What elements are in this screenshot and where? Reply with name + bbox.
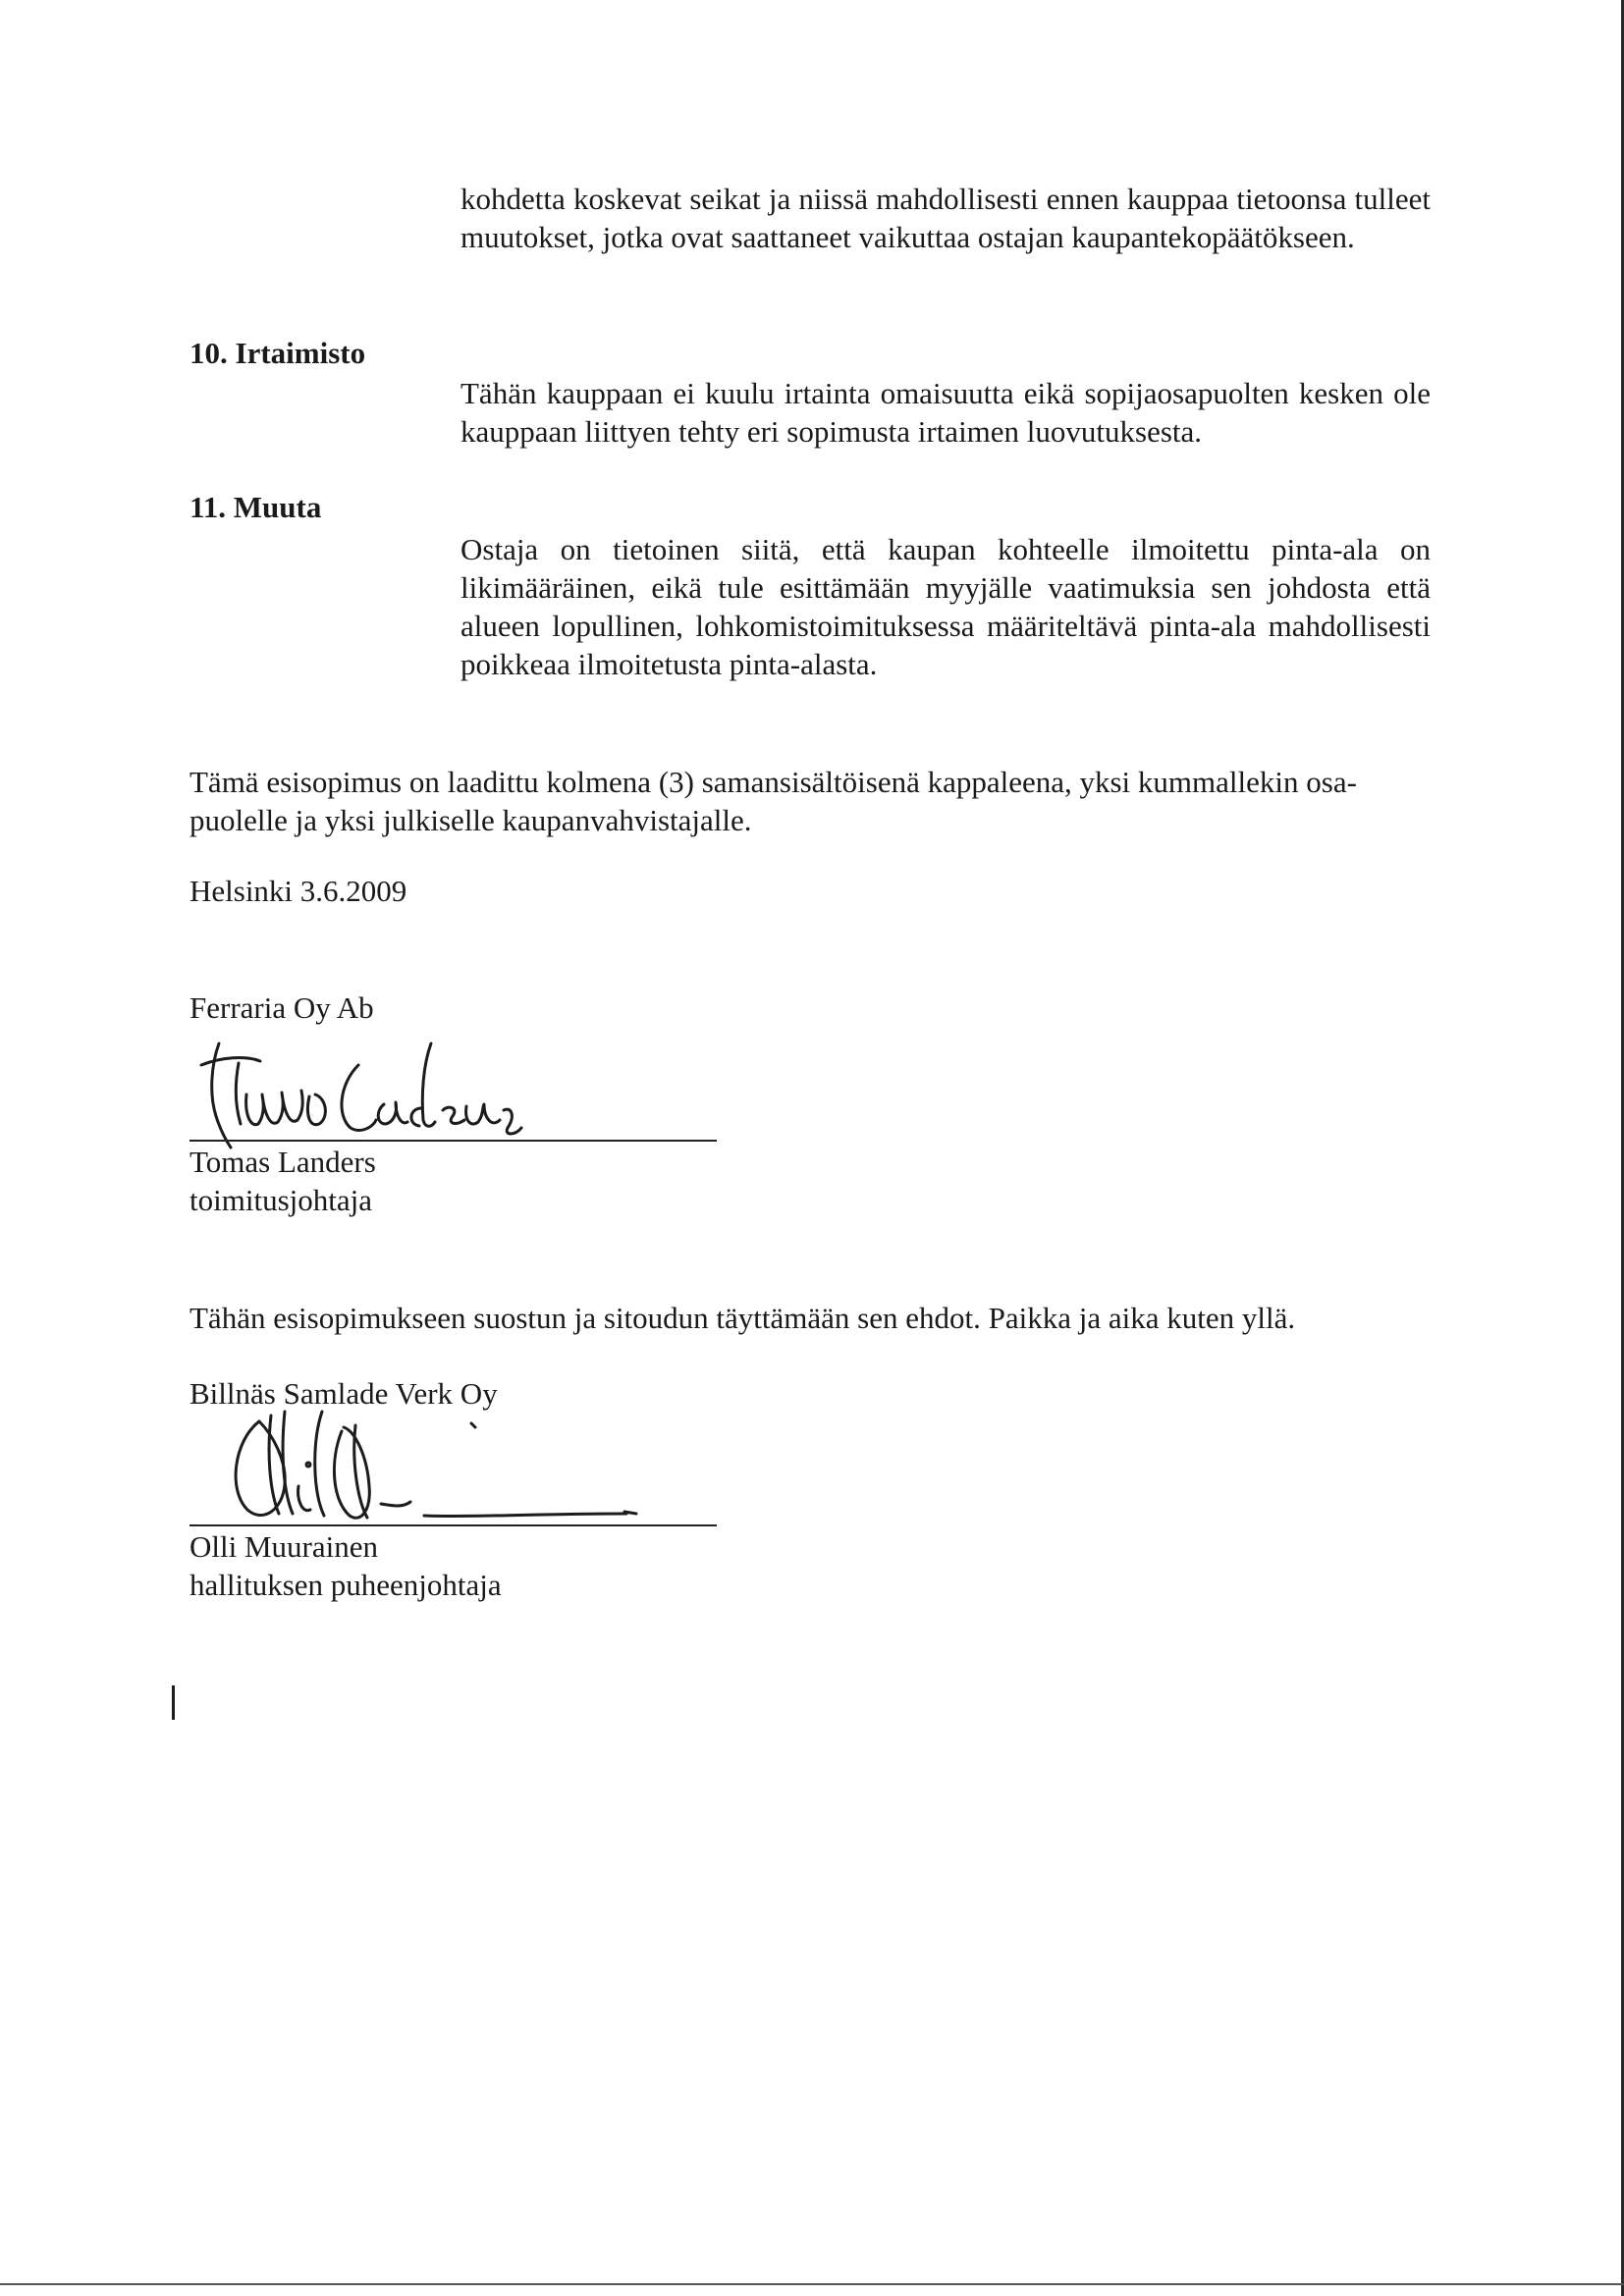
section-10-heading: 10. Irtaimisto	[189, 336, 366, 370]
seller-signer-title: toimitusjohtaja	[189, 1183, 372, 1217]
buyer-signer-name: Olli Muurainen	[189, 1529, 378, 1564]
place-and-date: Helsinki 3.6.2009	[189, 874, 407, 908]
margin-change-mark	[172, 1685, 175, 1720]
consent-statement: Tähän esisopimukseen suostun ja sitoudun täyttämään sen ehdot. Paikka ja aika kuten yllä.	[189, 1301, 1296, 1335]
seller-company: Ferraria Oy Ab	[189, 990, 374, 1025]
page-bottom-edge	[0, 2283, 1624, 2285]
section-11-heading: 11. Muuta	[189, 490, 322, 524]
buyer-signature	[214, 1392, 666, 1534]
buyer-signer-title: hallituksen puheenjohtaja	[189, 1568, 502, 1602]
section-9-continuation: kohdetta koskevat seikat ja niissä mahdollisesti ennen kauppaa tietoonsa tulleet muutokset, jotka ovat saattaneet vaikuttaa ostajan kaupantekopäätökseen.	[460, 182, 1431, 254]
buyer-signature-line	[189, 1524, 717, 1526]
seller-signature	[191, 1026, 525, 1153]
buyer-company: Billnäs Samlade Verk Oy	[189, 1376, 498, 1411]
seller-signer-name: Tomas Landers	[189, 1145, 376, 1179]
seller-signature-line	[189, 1140, 717, 1142]
copies-statement-line-2: puolelle ja yksi julkiselle kaupanvahvistajalle.	[189, 803, 752, 837]
copies-statement-line-1: Tämä esisopimus on laadittu kolmena (3) samansisältöisenä kappaleena, yksi kummallekin osa-	[189, 765, 1357, 799]
section-10-body: Tähän kauppaan ei kuulu irtainta omaisuutta eikä sopijaosapuolten kesken ole kauppaan liittyen tehty eri sopimusta irtaimen luovutuksesta.	[460, 376, 1431, 449]
section-11-body: Ostaja on tietoinen siitä, että kaupan kohteelle ilmoitettu pinta-ala on likimääräinen, eikä tule esittämään myyjälle vaatimuksia sen johdosta että alueen lopullinen, lohkomistoimituksessa määriteltävä pinta-ala mahdollisesti poikkeaa ilmoitetusta pinta-alasta.	[460, 532, 1431, 681]
